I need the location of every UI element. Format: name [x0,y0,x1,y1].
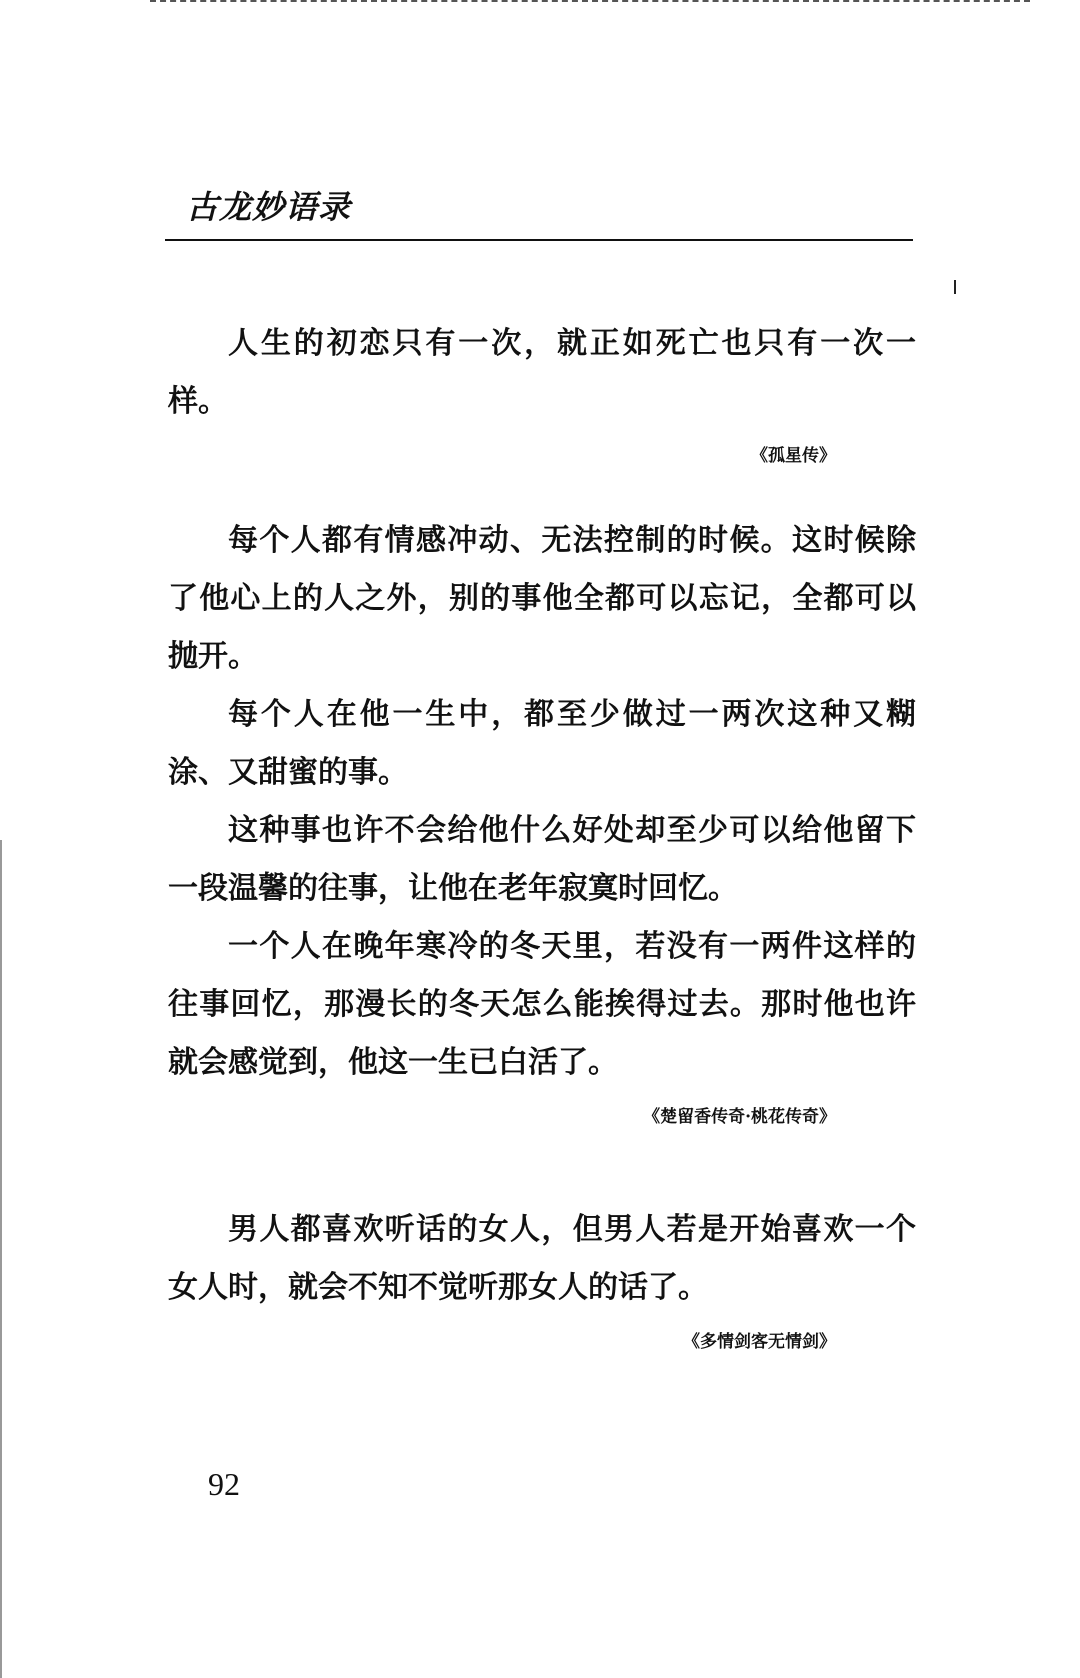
quote-source: 《楚留香传奇·桃花传奇》 [643,1107,836,1127]
quote-source: 《多情剑客无情剑》 [683,1332,836,1352]
quote-paragraph: 人生的初恋只有一次，就正如死亡也只有一次一样。 [168,326,916,419]
stray-mark [954,280,956,294]
top-scan-edge [150,0,1030,2]
book-title: 古龙妙语录 [186,188,352,226]
quote-source: 《孤星传》 [751,446,836,466]
quote-paragraph: 男人都喜欢听话的女人，但男人若是开始喜欢一个女人时，就会不知不觉听那女人的话了。 [168,1212,916,1305]
quote-paragraph: 每个人在他一生中，都至少做过一两次这种又糊涂、又甜蜜的事。 [168,697,916,790]
quote-block [168,315,916,466]
header-divider [165,239,913,241]
quote-block [168,1201,916,1352]
quote-paragraph: 每个人都有情感冲动、无法控制的时候。这时候除了他心上的人之外，别的事他全都可以忘记，全都可以抛开。 [168,523,916,674]
quote-block [168,512,916,1127]
left-scan-edge [0,840,2,1678]
page-number: 92 [208,1466,240,1502]
quote-paragraph: 一个人在晚年寒冷的冬天里，若没有一两件这样的往事回忆，那漫长的冬天怎么能挨得过去。那时他也许就会感觉到，他这一生已白活了。 [168,929,916,1080]
quote-paragraph: 这种事也许不会给他什么好处却至少可以给他留下一段温馨的往事，让他在老年寂寞时回忆。 [168,813,916,906]
